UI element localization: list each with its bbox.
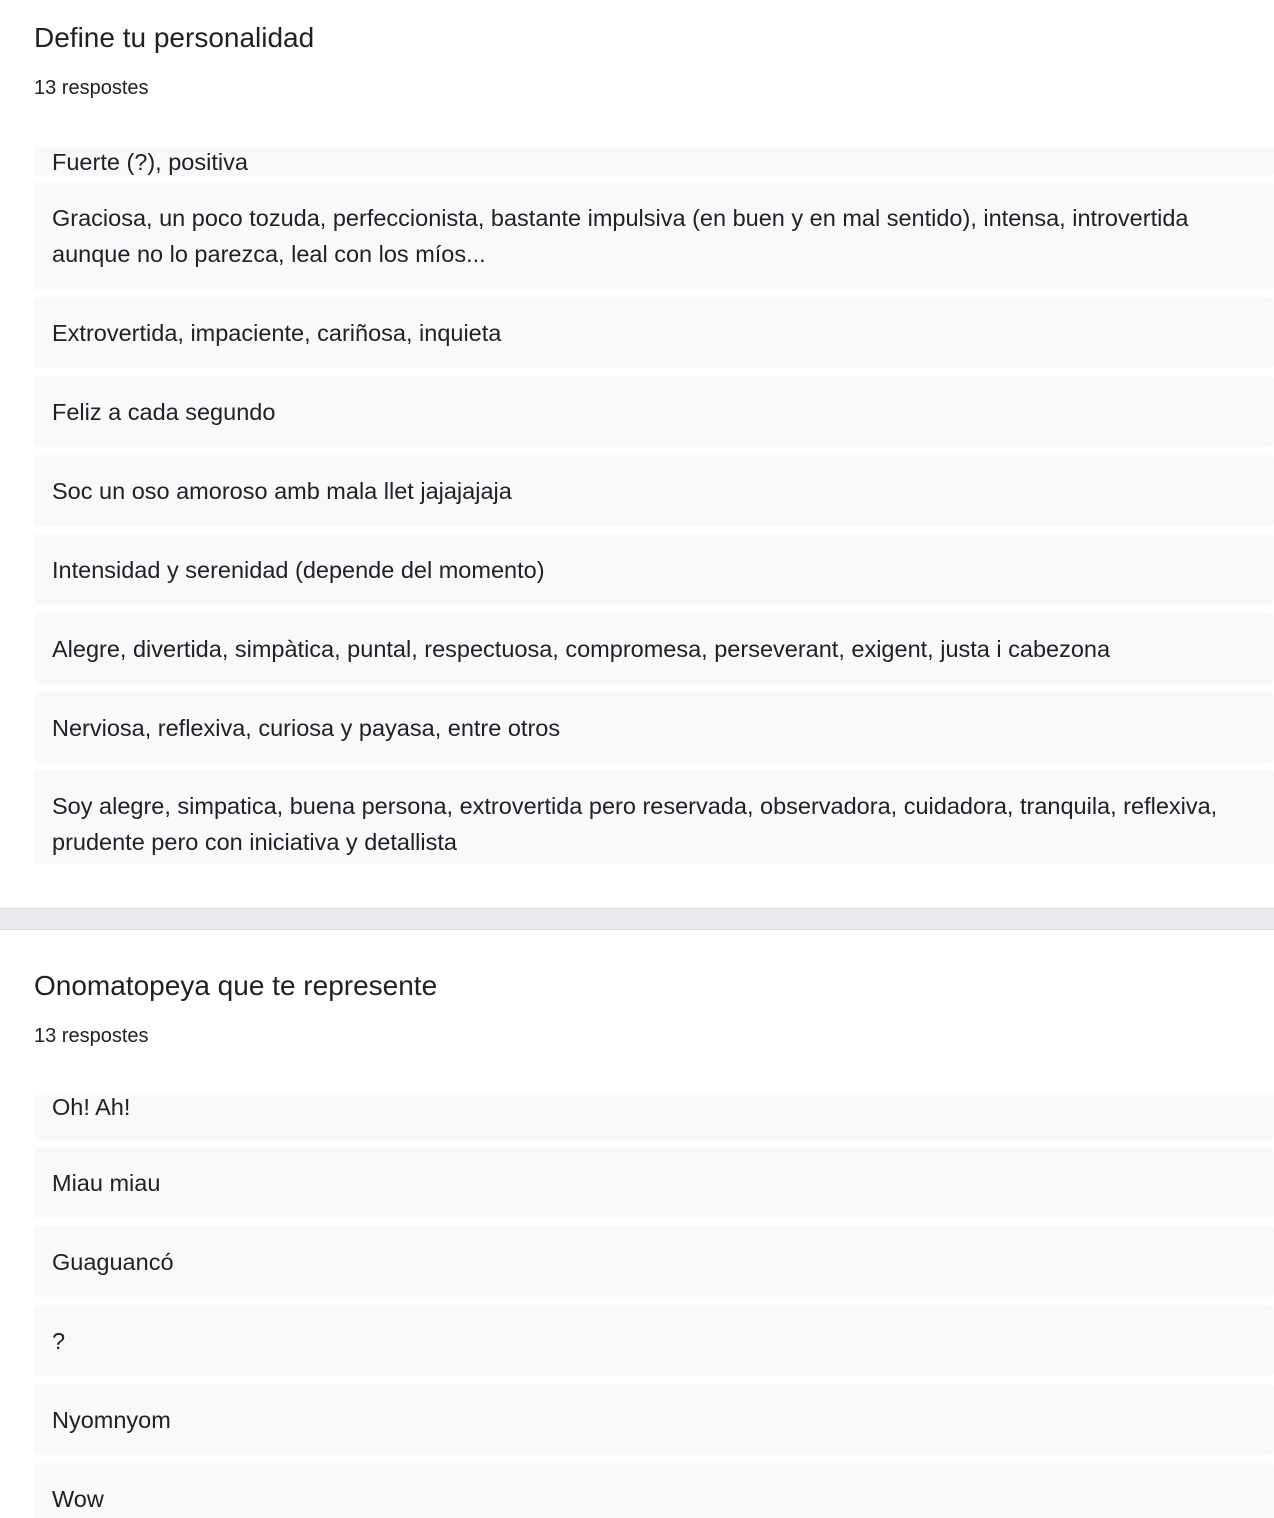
list-item: Soc un oso amoroso amb mala llet jajajajaja	[34, 455, 1274, 526]
list-item: Wow	[34, 1463, 1274, 1518]
list-item: ?	[34, 1305, 1274, 1376]
question-title: Define tu personalidad	[34, 22, 315, 53]
card-separator	[0, 908, 1274, 930]
list-item: Guaguancó	[34, 1226, 1274, 1297]
list-item: Oh! Ah!	[34, 1095, 1274, 1140]
list-item: Soy alegre, simpatica, buena persona, extrovertida pero reservada, observadora, cuidadora, tranquila, reflexiva, prudente pero con iniciativa y detallista	[34, 770, 1274, 864]
response-list[interactable]	[34, 148, 1274, 864]
list-item: Miau miau	[34, 1147, 1274, 1218]
list-item: Feliz a cada segundo	[34, 376, 1274, 447]
list-item: Nerviosa, reflexiva, curiosa y payasa, entre otros	[34, 692, 1274, 763]
list-item: Intensidad y serenidad (depende del momento)	[34, 534, 1274, 605]
list-item: Fuerte (?), positiva	[34, 148, 1274, 176]
response-list[interactable]	[34, 1095, 1274, 1518]
response-count: 13 respostes	[34, 77, 149, 99]
list-item: Graciosa, un poco tozuda, perfeccionista, bastante impulsiva (en buen y en mal sentido), intensa, introvertida aunque no lo parezca, leal con los míos...	[34, 182, 1274, 290]
response-count: 13 respostes	[34, 1025, 149, 1047]
question-title: Onomatopeya que te represente	[34, 970, 438, 1001]
list-item: Alegre, divertida, simpàtica, puntal, respectuosa, compromesa, perseverant, exigent, justa i cabezona	[34, 613, 1274, 684]
question-card-onomatopoeia	[0, 930, 1274, 1518]
list-item: Nyomnyom	[34, 1384, 1274, 1455]
list-item: Extrovertida, impaciente, cariñosa, inquieta	[34, 297, 1274, 368]
